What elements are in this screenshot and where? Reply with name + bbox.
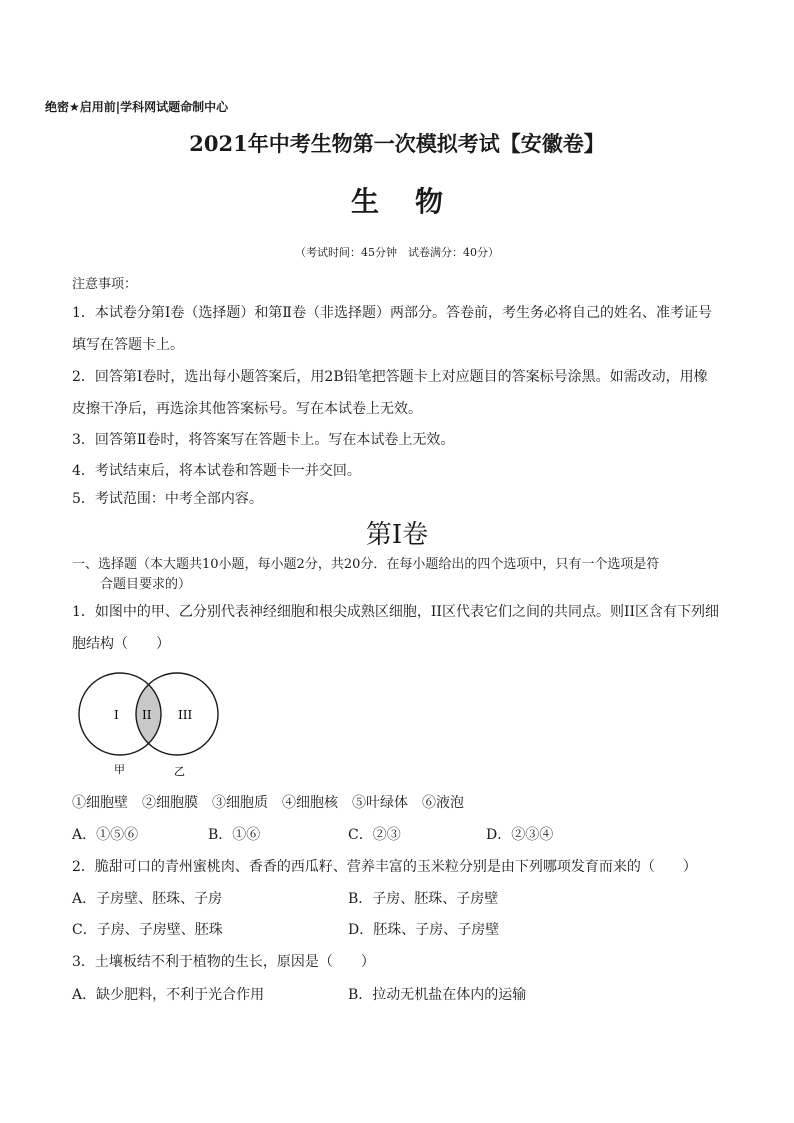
- confidential-label: 绝密★启用前|学科网试题命制中心: [45, 100, 229, 114]
- section-instruction-cont: 合题目要求的）: [100, 577, 192, 592]
- note-1-line-1: 1．本试卷分第Ⅰ卷（选择题）和第Ⅱ卷（非选择题）两部分。答卷前，考生务必将自己的姓名、准考证号: [72, 305, 712, 321]
- note-4: 4．考试结束后，将本试卷和答题卡一并交回。: [72, 463, 361, 479]
- venn-label-left: 甲: [114, 763, 125, 776]
- note-3: 3．回答第Ⅱ卷时，将答案写在答题卡上。写在本试卷上无效。: [72, 432, 455, 448]
- note-2-line-1: 2．回答第Ⅰ卷时，选出每小题答案后，用2B铅笔把答题卡上对应题目的答案标号涂黑。如需改动，用橡: [72, 369, 708, 385]
- venn-region-2-label: II: [142, 708, 152, 722]
- question-2-option-d[interactable]: D．胚珠、子房、子房壁: [348, 922, 500, 938]
- section-instruction: 一、选择题（本大题共10小题，每小题2分，共20分．在每小题给出的四个选项中，只有一个选项是符: [72, 557, 660, 572]
- notes-title: 注意事项：: [72, 277, 138, 292]
- section-roll-title: 第Ⅰ卷: [365, 520, 429, 550]
- subject-title: 生物: [350, 185, 479, 218]
- question-3-option-b[interactable]: B．拉动无机盐在体内的运输: [348, 987, 527, 1003]
- question-3-stem: 3．土壤板结不利于植物的生长，原因是（ ）: [72, 954, 375, 970]
- question-2-option-b[interactable]: B．子房、胚珠、子房壁: [348, 891, 499, 907]
- question-3-option-a[interactable]: A．缺少肥料，不利于光合作用: [72, 987, 265, 1003]
- venn-diagram: [72, 666, 232, 781]
- venn-region-1-label: I: [114, 708, 119, 722]
- note-1-line-2: 填写在答题卡上。: [72, 337, 184, 353]
- question-1-stem-line-1: 1．如图中的甲、乙分别代表神经细胞和根尖成熟区细胞，II区代表它们之间的共同点。则II区含有下列细: [72, 604, 720, 620]
- question-2-stem: 2．脆甜可口的青州蜜桃肉、香香的西瓜籽、营养丰富的玉米粒分别是由下列哪项发育而来的（ ）: [72, 859, 697, 875]
- question-1-stem-line-2: 胞结构（ ）: [72, 636, 170, 652]
- venn-region-3-label: III: [178, 708, 193, 722]
- question-2-option-c[interactable]: C．子房、子房壁、胚珠: [72, 922, 223, 938]
- question-2-option-a[interactable]: A．子房壁、胚珠、子房: [72, 891, 223, 907]
- note-2-line-2: 皮擦干净后，再选涂其他答案标号。写在本试卷上无效。: [72, 401, 422, 417]
- note-5: 5．考试范围：中考全部内容。: [72, 491, 263, 507]
- question-1-option-b[interactable]: B．①⑥: [208, 827, 261, 843]
- question-1-option-d[interactable]: D．②③④: [486, 827, 554, 843]
- question-1-structures: ①细胞壁 ②细胞膜 ③细胞质 ④细胞核 ⑤叶绿体 ⑥液泡: [72, 795, 464, 811]
- question-1-option-c[interactable]: C．②③: [348, 827, 401, 843]
- venn-label-right: 乙: [174, 765, 185, 778]
- exam-title: 2021年中考生物第一次模拟考试【安徽卷】: [189, 131, 605, 156]
- question-1-option-a[interactable]: A．①⑤⑥: [72, 827, 139, 843]
- exam-info: （考试时间：45分钟 试卷满分：40分）: [295, 246, 499, 259]
